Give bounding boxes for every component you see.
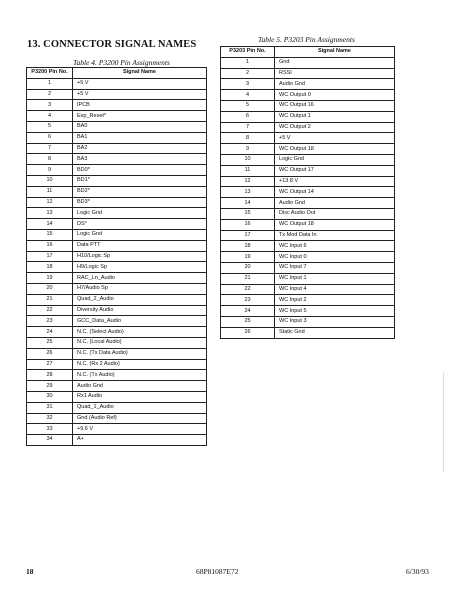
pin-number-cell: 21: [221, 273, 275, 284]
pin-number-cell: 6: [27, 132, 73, 143]
signal-name-cell: Logic Gnd: [275, 154, 395, 165]
signal-name-cell: WC Output 0: [275, 90, 395, 101]
table-row: [27, 391, 207, 402]
table-row: [27, 327, 207, 338]
table-5-caption: Table 5. P3203 Pin Assignments: [258, 35, 355, 44]
scan-edge-line: [443, 372, 444, 472]
table-row: [27, 370, 207, 381]
signal-name-cell: RSSI: [275, 68, 395, 79]
signal-name-cell: WC Output 2: [275, 122, 395, 133]
table-row: [27, 175, 207, 186]
pin-number-cell: 3: [27, 100, 73, 111]
signal-name-cell: BA1: [73, 132, 207, 143]
pin-number-cell: 11: [27, 186, 73, 197]
table-row: [27, 229, 207, 240]
signal-name-cell: Quad_1_Audio: [73, 402, 207, 413]
signal-name-cell: N.C. (Local Audio): [73, 337, 207, 348]
pin-number-cell: 26: [27, 348, 73, 359]
pin-number-cell: 23: [27, 316, 73, 327]
signal-name-cell: WC Output 18: [275, 144, 395, 155]
document-number: 68P81087E72: [196, 567, 239, 576]
p3200-table-body: [27, 78, 207, 445]
table-header-row: [221, 47, 395, 58]
table-row: [221, 154, 395, 165]
signal-name-cell: Quad_2_Audio: [73, 294, 207, 305]
table-row: [221, 273, 395, 284]
pin-number-cell: 22: [221, 284, 275, 295]
pin-number-cell: 9: [221, 144, 275, 155]
signal-name-cell: BD0*: [73, 165, 207, 176]
p3203-table-body: [221, 57, 395, 338]
pin-number-cell: 24: [221, 306, 275, 317]
signal-name-cell: +5 V: [73, 89, 207, 100]
table-row: [221, 100, 395, 111]
pin-number-header: P3203 Pin No.: [221, 47, 275, 58]
table-row: [27, 89, 207, 100]
table-4-caption: Table 4. P3200 Pin Assignments: [73, 58, 170, 67]
pin-number-cell: 32: [27, 413, 73, 424]
signal-name-cell: RAC_Ln_Audio: [73, 273, 207, 284]
table-row: [27, 435, 207, 446]
signal-name-cell: Logic Gnd: [73, 229, 207, 240]
table-row: [27, 273, 207, 284]
table-row: [221, 316, 395, 327]
signal-name-cell: WC Input 0: [275, 252, 395, 263]
pin-number-cell: 15: [27, 229, 73, 240]
table-row: [27, 283, 207, 294]
signal-name-cell: BA0: [73, 121, 207, 132]
signal-name-cell: Audio Gnd: [73, 381, 207, 392]
table-row: [27, 197, 207, 208]
signal-name-cell: Audio Gnd: [275, 198, 395, 209]
table-row: [221, 284, 395, 295]
pin-number-cell: 31: [27, 402, 73, 413]
pin-number-cell: 29: [27, 381, 73, 392]
signal-name-cell: N.C. (Select Audio): [73, 327, 207, 338]
pin-number-cell: 21: [27, 294, 73, 305]
table-row: [27, 121, 207, 132]
signal-name-cell: N.C. (Rx 2 Audio): [73, 359, 207, 370]
signal-name-cell: Logic Gnd: [73, 208, 207, 219]
pin-number-cell: 1: [27, 78, 73, 89]
signal-name-cell: DS*: [73, 219, 207, 230]
pin-number-cell: 19: [221, 252, 275, 263]
table-row: [27, 165, 207, 176]
pin-number-cell: 11: [221, 165, 275, 176]
signal-name-cell: BD3*: [73, 197, 207, 208]
signal-name-cell: Gnd: [275, 57, 395, 68]
pin-number-cell: 33: [27, 424, 73, 435]
signal-name-cell: Disc Audio Out: [275, 208, 395, 219]
pin-number-cell: 5: [27, 121, 73, 132]
pin-number-cell: 28: [27, 370, 73, 381]
table-row: [221, 295, 395, 306]
table-row: [221, 262, 395, 273]
signal-name-cell: GCC_Data_Audio: [73, 316, 207, 327]
signal-name-cell: Rx1 Audio: [73, 391, 207, 402]
table-row: [27, 143, 207, 154]
table-row: [27, 381, 207, 392]
table-row: [27, 132, 207, 143]
signal-name-header: Signal Name: [73, 68, 207, 79]
pin-number-cell: 7: [27, 143, 73, 154]
signal-name-cell: BD1*: [73, 175, 207, 186]
signal-name-cell: H9/Logic Sp: [73, 262, 207, 273]
table-row: [27, 100, 207, 111]
pin-number-cell: 9: [27, 165, 73, 176]
table-row: [221, 111, 395, 122]
pin-number-cell: 16: [221, 219, 275, 230]
p3203-pin-table: [220, 46, 395, 339]
signal-name-cell: IPCB: [73, 100, 207, 111]
table-row: [221, 230, 395, 241]
table-row: [27, 424, 207, 435]
table-row: [221, 90, 395, 101]
pin-number-cell: 30: [27, 391, 73, 402]
pin-number-cell: 10: [221, 154, 275, 165]
pin-number-cell: 25: [221, 316, 275, 327]
signal-name-cell: H10/Logic Sp: [73, 251, 207, 262]
signal-name-cell: WC Output 18: [275, 219, 395, 230]
table-row: [27, 111, 207, 122]
table-row: [221, 133, 395, 144]
table-row: [221, 219, 395, 230]
pin-number-cell: 20: [27, 283, 73, 294]
table-row: [27, 251, 207, 262]
table-row: [27, 316, 207, 327]
pin-number-cell: 23: [221, 295, 275, 306]
signal-name-cell: WC Input 4: [275, 284, 395, 295]
table-row: [221, 327, 395, 338]
table-row: [221, 79, 395, 90]
signal-name-cell: +13.8 V: [275, 176, 395, 187]
table-row: [27, 348, 207, 359]
pin-number-cell: 10: [27, 175, 73, 186]
pin-number-header: P3200 Pin No.: [27, 68, 73, 79]
signal-name-cell: WC Output 16: [275, 100, 395, 111]
pin-number-cell: 25: [27, 337, 73, 348]
pin-number-cell: 34: [27, 435, 73, 446]
signal-name-cell: +5 V: [73, 78, 207, 89]
signal-name-cell: WC Input 5: [275, 306, 395, 317]
pin-number-cell: 17: [27, 251, 73, 262]
section-title: 13. CONNECTOR SIGNAL NAMES: [27, 39, 197, 50]
signal-name-cell: WC Output 14: [275, 187, 395, 198]
pin-number-cell: 17: [221, 230, 275, 241]
table-row: [27, 186, 207, 197]
pin-number-cell: 18: [27, 262, 73, 273]
pin-number-cell: 27: [27, 359, 73, 370]
table-row: [27, 78, 207, 89]
table-row: [27, 154, 207, 165]
signal-name-cell: BA3: [73, 154, 207, 165]
signal-name-cell: Audio Gnd: [275, 79, 395, 90]
table-row: [27, 294, 207, 305]
signal-name-cell: WC Input 3: [275, 316, 395, 327]
pin-number-cell: 13: [221, 187, 275, 198]
signal-name-cell: H7/Audio Sp: [73, 283, 207, 294]
signal-name-cell: N.C. (Tx Audio): [73, 370, 207, 381]
signal-name-cell: WC Output 17: [275, 165, 395, 176]
pin-number-cell: 3: [221, 79, 275, 90]
table-row: [27, 305, 207, 316]
signal-name-cell: WC Input 1: [275, 273, 395, 284]
signal-name-cell: Diversity Audio: [73, 305, 207, 316]
table-row: [221, 165, 395, 176]
signal-name-header: Signal Name: [275, 47, 395, 58]
table-row: [27, 240, 207, 251]
pin-number-cell: 13: [27, 208, 73, 219]
signal-name-cell: A+: [73, 435, 207, 446]
signal-name-cell: WC Input 2: [275, 295, 395, 306]
pin-number-cell: 2: [27, 89, 73, 100]
pin-number-cell: 20: [221, 262, 275, 273]
pin-number-cell: 2: [221, 68, 275, 79]
pin-number-cell: 7: [221, 122, 275, 133]
pin-number-cell: 14: [221, 198, 275, 209]
pin-number-cell: 12: [27, 197, 73, 208]
table-row: [221, 241, 395, 252]
pin-number-cell: 8: [27, 154, 73, 165]
signal-name-cell: +5 V: [275, 133, 395, 144]
pin-number-cell: 14: [27, 219, 73, 230]
table-row: [221, 144, 395, 155]
pin-number-cell: 24: [27, 327, 73, 338]
table-row: [27, 208, 207, 219]
table-row: [221, 198, 395, 209]
signal-name-cell: Gnd (Audio Ref): [73, 413, 207, 424]
pin-number-cell: 19: [27, 273, 73, 284]
table-row: [27, 337, 207, 348]
table-row: [221, 176, 395, 187]
table-row: [27, 413, 207, 424]
table-row: [221, 122, 395, 133]
pin-number-cell: 4: [27, 111, 73, 122]
signal-name-cell: Static Gnd: [275, 327, 395, 338]
pin-number-cell: 18: [221, 241, 275, 252]
signal-name-cell: Data PTT: [73, 240, 207, 251]
pin-number-cell: 4: [221, 90, 275, 101]
pin-number-cell: 1: [221, 57, 275, 68]
table-row: [221, 68, 395, 79]
table-row: [27, 402, 207, 413]
pin-number-cell: 8: [221, 133, 275, 144]
pin-number-cell: 6: [221, 111, 275, 122]
table-row: [221, 306, 395, 317]
p3200-pin-table: [26, 67, 207, 446]
table-row: [27, 219, 207, 230]
signal-name-cell: Exp_Reset*: [73, 111, 207, 122]
signal-name-cell: WC Input 6: [275, 241, 395, 252]
signal-name-cell: N.C. (Tx Data Audio): [73, 348, 207, 359]
signal-name-cell: +9.6 V: [73, 424, 207, 435]
table-row: [221, 208, 395, 219]
pin-number-cell: 12: [221, 176, 275, 187]
table-header-row: [27, 68, 207, 79]
table-row: [221, 187, 395, 198]
document-date: 6/30/93: [406, 567, 429, 576]
table-row: [221, 57, 395, 68]
signal-name-cell: WC Input 7: [275, 262, 395, 273]
table-row: [221, 252, 395, 263]
pin-number-cell: 26: [221, 327, 275, 338]
table-row: [27, 262, 207, 273]
signal-name-cell: BD2*: [73, 186, 207, 197]
signal-name-cell: WC Output 1: [275, 111, 395, 122]
page-number: 18: [26, 567, 34, 576]
pin-number-cell: 15: [221, 208, 275, 219]
pin-number-cell: 5: [221, 100, 275, 111]
pin-number-cell: 16: [27, 240, 73, 251]
signal-name-cell: BA2: [73, 143, 207, 154]
table-row: [27, 359, 207, 370]
signal-name-cell: Tx Mod Data In: [275, 230, 395, 241]
pin-number-cell: 22: [27, 305, 73, 316]
